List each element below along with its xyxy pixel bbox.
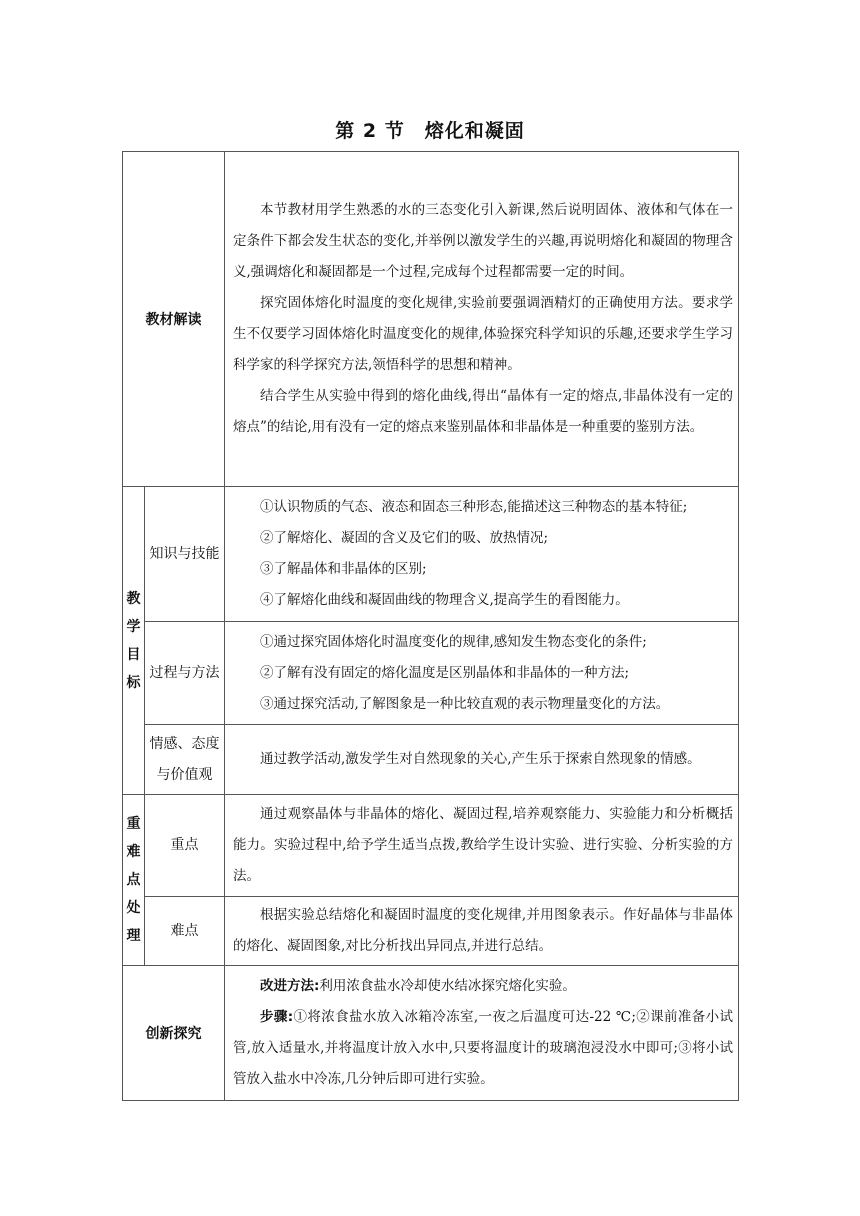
page-title: 第 2 节 熔化和凝固	[335, 120, 525, 142]
qinggan-row	[123, 725, 739, 795]
zhongdian-row	[123, 795, 739, 897]
zhishi-item-3: ③了解晶体和非晶体的区别;	[260, 561, 427, 577]
jiaocai-paragraph-1: 本节教材用学生熟悉的水的三态变化引入新课,然后说明固体、液体和气体在一定条件下都会发生状态的变化,并举例以激发学生的兴趣,再说明熔化和凝固的物理含义,强调熔化和凝固都是一个过程,完成每个过程都需要一定的时间。	[233, 202, 733, 280]
zhishi-item-1: ①认识物质的气态、液态和固态三种形态,能描述这三种物态的基本特征;	[260, 499, 688, 515]
chuangxin-content	[225, 966, 739, 1101]
qinggan-label: 情感、态度 与价值观	[145, 725, 225, 795]
lesson-table	[122, 151, 739, 1101]
qinggan-text: 通过教学活动,激发学生对自然现象的关心,产生乐于探索自然现象的情感。	[260, 751, 701, 767]
chuangxin-method	[233, 971, 733, 1002]
zhishi-content	[225, 487, 739, 622]
chuangxin-row	[123, 966, 739, 1101]
guocheng-item-3: ③通过探究活动,了解图象是一种比较直观的表示物理量变化的方法。	[260, 695, 670, 712]
chuangxin-steps	[233, 1002, 733, 1095]
guocheng-item-1: ①通过探究固体熔化时温度变化的规律,感知发生物态变化的条件;	[260, 633, 647, 650]
zhishi-row	[123, 487, 739, 622]
guocheng-row	[123, 622, 739, 725]
zhishi-label: 知识与技能	[145, 487, 225, 622]
jiaocai-content	[225, 152, 739, 487]
steps-text: ①将浓食盐水放入冰箱冷冻室,一夜之后温度可达-22 ℃;②课前准备小试管,放入适量水,并将温度计放入水中,只要将温度计的玻璃泡浸没水中即可;③将小试管放入盐水中冷冻,几分钟后即可进行实验。	[233, 1009, 733, 1087]
jiaocai-row	[123, 152, 739, 487]
zhishi-item-2: ②了解熔化、凝固的含义及它们的吸、放热情况;	[260, 530, 549, 546]
zhongdian-label: 重点	[145, 795, 225, 897]
nandian-row	[123, 897, 739, 966]
nandian-content	[225, 897, 739, 966]
zhongdian-text: 通过观察晶体与非晶体的熔化、凝固过程,培养观察能力、实验能力和分析概括能力。实验过程中,给予学生适当点拨,教给学生设计实验、进行实验、分析实验的方法。	[233, 806, 733, 884]
jiaocai-paragraph-2: 探究固体熔化时温度的变化规律,实验前要强调酒精灯的正确使用方法。要求学生不仅要学习固体熔化时温度变化的规律,体验探究科学知识的乐趣,还要求学生学习科学家的科学探究方法,领悟科学的思想和精神。	[233, 295, 733, 373]
chuangxin-label: 创新探究	[123, 966, 225, 1101]
jiaocai-paragraph-3: 结合学生从实验中得到的熔化曲线,得出“晶体有一定的熔点,非晶体没有一定的熔点”的结论,用有没有一定的熔点来鉴别晶体和非晶体是一种重要的鉴别方法。	[233, 388, 733, 435]
guocheng-label: 过程与方法	[145, 622, 225, 725]
mubiao-label: 教 学 目 标	[123, 487, 145, 795]
steps-label: 步骤:	[260, 1009, 294, 1025]
nandian-label: 难点	[145, 897, 225, 966]
zhishi-item-4: ④了解熔化曲线和凝固曲线的物理含义,提高学生的看图能力。	[260, 592, 629, 608]
nandian-text: 根据实验总结熔化和凝固时温度的变化规律,并用图象表示。作好晶体与非晶体的熔化、凝固图象,对比分析找出异同点,并进行总结。	[233, 907, 733, 954]
zhongdian-content	[225, 795, 739, 897]
guocheng-content	[225, 622, 739, 725]
method-text: 利用浓食盐水冷却使水结冰探究熔化实验。	[319, 978, 576, 994]
jiaocai-label: 教材解读	[123, 152, 225, 487]
qinggan-content	[225, 725, 739, 795]
method-label: 改进方法:	[260, 978, 320, 994]
guocheng-item-2: ②了解有没有固定的熔化温度是区别晶体和非晶体的一种方法;	[260, 664, 630, 681]
zhongnan-label: 重 难 点 处 理	[123, 795, 145, 966]
